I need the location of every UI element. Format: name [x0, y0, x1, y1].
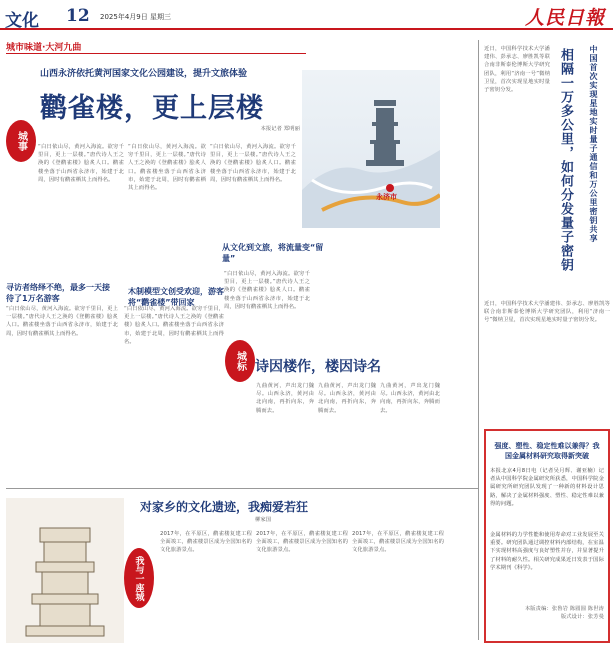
right-article-title: 相隔一万多公里，如何分发量子密钥	[558, 48, 573, 272]
bottom-article-body-3: 2017年，在平原区，鹳雀楼复建工程全面竣工，鹳雀楼景区成为全国知名的文化旅游景点。	[352, 531, 444, 554]
section-badge-city-affairs: 城事	[6, 120, 36, 162]
article-body-col4: “白日依山尽，黄河入海流。欲穷千里目，更上一层楼。”唐代诗人王之涣的《登鹳雀楼》脍炙人口。鹳雀楼坐落于山西省永济市，始建于北周，因时有鹳雀栖其上而得名。	[224, 271, 310, 310]
section-name: 文化	[5, 11, 39, 31]
subhead-traffic: 从文化到文旅，将流量变“留量”	[222, 243, 324, 263]
column-kicker: 城市味道·大河九曲	[6, 40, 306, 54]
tower-sketch-illustration	[6, 498, 124, 643]
mid-article-body-2: 九曲黄河，声出龙门魏尽。山西永济，黄河由北向南，再折向东，奔腾而去。	[318, 383, 376, 414]
highlight-title: 强度、塑性、稳定性难以兼得？我国金属材料研究取得新突破	[494, 442, 600, 460]
article-lead: “白日依山尽，黄河入海流。欲穷千里目，更上一层楼。”唐代诗人王之涣的《登鹳雀楼》脍炙人口。鹳雀楼坐落于山西省永济市，始建于北周，因时有鹳雀栖其上而得名。	[38, 144, 124, 183]
article-title: 鹳雀楼，更上层楼	[40, 93, 264, 124]
subhead-souvenir: 木制模型文创受欢迎，游客将“鹳雀楼”带回家	[128, 287, 224, 307]
highlight-body: 金属材料的力学性能和使用寿命对工业发展至关重要。研究团队通过调控材料内部结构，在室温下实现材料高强度与良好塑性并存，并显著提升了材料的耐久性。相关研究成果近日发表于国际学术期刊《科学》。	[490, 532, 604, 571]
bottom-article-body-2: 2017年，在平原区，鹳雀楼复建工程全面竣工，鹳雀楼景区成为全国知名的文化旅游景点。	[256, 531, 348, 554]
section-badge-me-and-city: 我与一座城	[124, 548, 154, 608]
divider-vertical	[478, 40, 479, 640]
map-label: 永济市	[376, 193, 397, 201]
article-byline: 本报记者 郑明丽	[260, 126, 300, 132]
highlight-designer: 版式设计：张芳曼	[560, 614, 604, 621]
mid-article-body-1: 九曲黄河，声出龙门魏尽。山西永济，黄河由北向南，再折向东，奔腾而去。	[256, 383, 314, 414]
mid-article-title: 诗因楼作，楼因诗名	[255, 359, 381, 375]
section-badge-city-landmark: 城标	[225, 340, 255, 382]
right-article-body-2: 近日，中国科学技术大学潘建伟、彭承志、廖胜凯等联合南非斯泰伦博斯大学研究团队，利用“济南一号”微纳卫星，首次实现星地实时量子密钥分发。	[484, 301, 610, 324]
map-svg	[302, 70, 440, 228]
bottom-article-title: 对家乡的文化遗迹，我痴爱若狂	[140, 500, 309, 514]
article-body-col2: “白日依山尽，黄河入海流。欲穷千里目，更上一层楼。”唐代诗人王之涣的《登鹳雀楼》脍炙人口。鹳雀楼坐落于山西省永济市，始建于北周，因时有鹳雀栖其上而得名。	[6, 306, 118, 337]
highlight-editors: 本版责编：张鲁岩 陈圆圆 陈世涛	[524, 606, 604, 612]
subhead-visitors: 寻访者络绎不绝，最多一天接待了1万名游客	[6, 283, 110, 303]
article-body-col3: “白日依山尽，黄河入海流。欲穷千里目，更上一层楼。”唐代诗人王之涣的《登鹳雀楼》脍炙人口。鹳雀楼坐落于山西省永济市，始建于北周，因时有鹳雀栖其上而得名。	[124, 306, 224, 345]
issue-date: 2025年4月9日 星期三	[100, 13, 171, 21]
article-body-col1b: “白日依山尽，黄河入海流。欲穷千里目，更上一层楼。”唐代诗人王之涣的《登鹳雀楼》脍炙人口。鹳雀楼坐落于山西省永济市，始建于北周，因时有鹳雀栖其上而得名。	[210, 144, 296, 183]
highlight-lead: 本报北京4月8日电（记者吴月辉、谢亚楠）记者从中国科学院金属研究所获悉，中国科学院金属研究所研究团队发现了一种新的材料设计思路，解决了金属材料强度、塑性、稳定性难以兼得的问题。	[490, 468, 604, 507]
newspaper-logo: 人民日報	[524, 7, 605, 29]
divider-horizontal	[6, 488, 478, 489]
tower-sketch-svg	[6, 498, 124, 643]
highlight-news-box	[484, 429, 610, 643]
tower-map-illustration	[302, 70, 440, 228]
right-article-kicker: 中国首次实现星地实时量子通信和万公里密钥共享	[589, 45, 598, 243]
article-subtitle: 山西永济依托黄河国家文化公园建设，提升文旅体验	[40, 69, 248, 79]
right-article-body-1: 近日，中国科学技术大学潘建伟、彭承志、廖胜凯等联合南非斯泰伦博斯大学研究团队，利用“济南一号”微纳卫星，首次实现星地实时量子密钥分发。	[484, 46, 550, 94]
page-number: 12	[66, 6, 90, 26]
bottom-article-body-1: 2017年，在平原区，鹳雀楼复建工程全面竣工，鹳雀楼景区成为全国知名的文化旅游景点。	[160, 531, 252, 554]
bottom-article-byline: 柳家国	[255, 517, 272, 523]
page-header	[0, 0, 613, 30]
article-body-col1: “白日依山尽，黄河入海流。欲穷千里目，更上一层楼。”唐代诗人王之涣的《登鹳雀楼》脍炙人口。鹳雀楼坐落于山西省永济市，始建于北周，因时有鹳雀栖其上而得名。	[128, 144, 206, 192]
mid-article-body-3: 九曲黄河，声出龙门魏尽。山西永济，黄河由北向南，再折向东，奔腾而去。	[380, 383, 440, 414]
